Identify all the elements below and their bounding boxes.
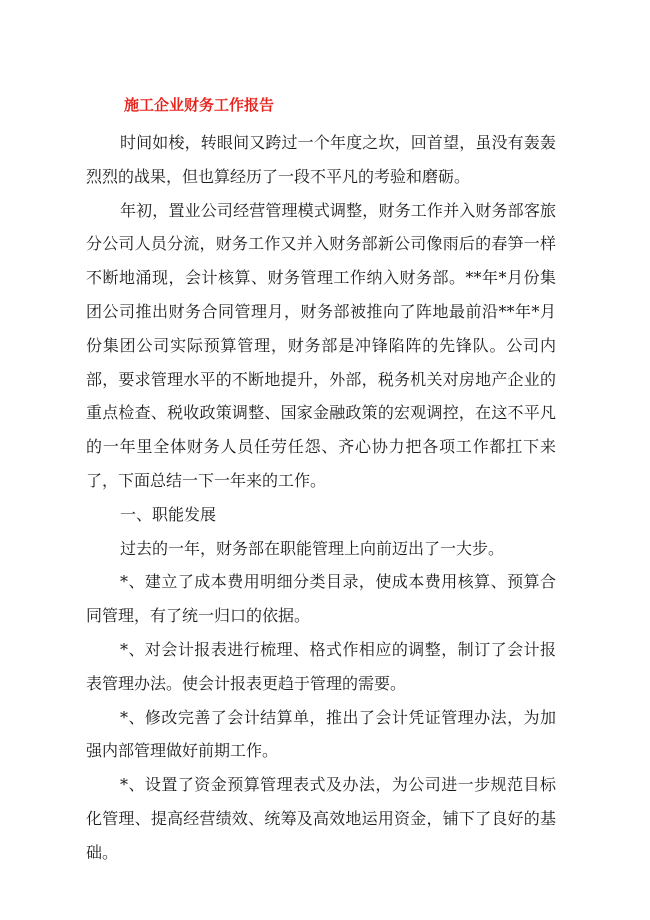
list-item: *、建立了成本费用明细分类目录，使成本费用核算、预算合同管理，有了统一归口的依据。 [86,572,556,626]
paragraph: 时间如梭，转眼间又跨过一个年度之坎，回首望，虽没有轰轰烈烈的战果，但也算经历了一段不平凡的考验和磨砺。 [86,133,556,186]
list-item: *、修改完善了会计结算单，推出了会计凭证管理办法，为加强内部管理做好前期工作。 [86,707,556,761]
list-item: *、对会计报表进行梳理、格式作相应的调整，制订了会计报表管理办法。使会计报表更趋于管理的需要。 [86,639,556,693]
paragraph: 年初，置业公司经营管理模式调整，财务工作并入财务部客旅分公司人员分流，财务工作又并入财务部新公司像雨后的春笋一样不断地涌现，会计核算、财务管理工作纳入财务部。**年*月份集团公司推出财务合同管理月，财务部被推向了阵地最前沿**年*月份集团公司实际预算管理，财务部是冲锋陷阵的先锋队。公司内部，要求管理水平的不断地提升，外部，税务机关对房地产企业的重点检查、税收政策调整、国家金融政策的宏观调控，在这不平凡的一年里全体财务人员任劳任怨、齐心协力把各项工作都扛下来了，下面总结一下一年来的工作。 [86,200,556,490]
document-body [86,126,556,870]
list-item: *、设置了资金预算管理表式及办法，为公司进一步规范目标化管理、提高经营绩效、统筹及高效地运用资金，铺下了良好的基础。 [86,775,556,862]
document-title: 施工企业财务工作报告 [124,96,275,114]
paragraph: 过去的一年，财务部在职能管理上向前迈出了一大步。 [120,538,505,558]
section-heading: 一、职能发展 [120,504,217,524]
